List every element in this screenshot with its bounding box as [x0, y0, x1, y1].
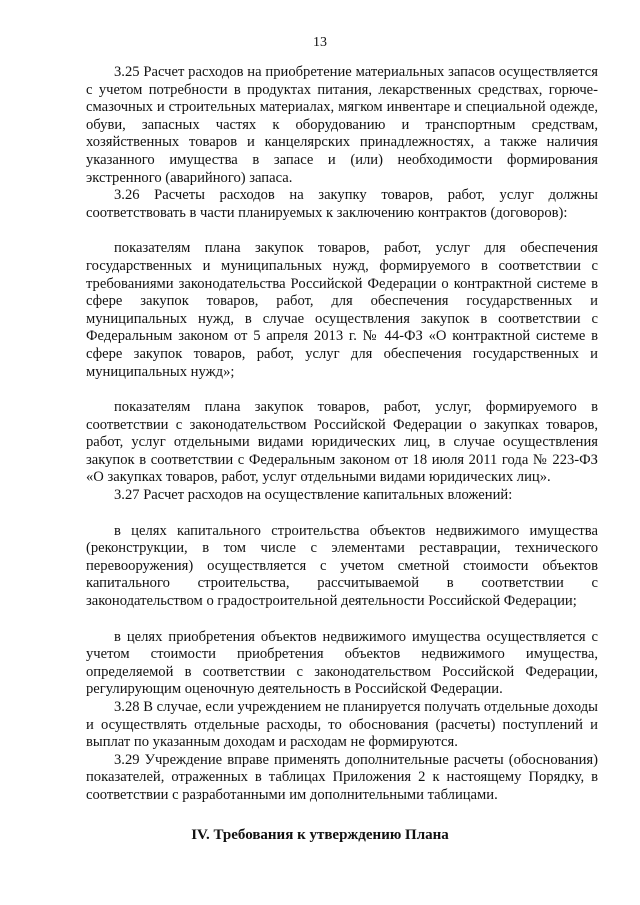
paragraph-3-27-item-a: в целях капитального строительства объектов недвижимого имущества (реконструкции, в том числе с элементами реставрации, технического перевооружения) осуществляется с учетом сметной стоимости объектов капитального строительства, рассчитываемой в соответствии с законодательством о градостроительной деятельности Российской Федерации;: [86, 522, 598, 610]
paragraph-3-27-item-b: в целях приобретения объектов недвижимого имущества осуществляется с учетом стоимости приобретения объектов недвижимого имущества, определяемой в соответствии с законодательством Российской Федерации, регулирующим оценочную деятельность в Российской Федерации.: [86, 628, 598, 698]
page-number: 13: [313, 35, 327, 50]
page-body: [86, 64, 598, 805]
paragraph-3-26-item-b: показателям плана закупок товаров, работ, услуг, формируемого в соответствии с законодательством Российской Федерации о закупках товаров, работ, услуг отдельными видами юридических лиц, в случае осуществления закупок в соответствии с Федеральным законом от 18 июля 2011 года № 223-ФЗ «О закупках товаров, работ, услуг отдельными видами юридических лиц».: [86, 399, 598, 486]
paragraph-3-25: 3.25 Расчет расходов на приобретение материальных запасов осуществляется с учетом потребности в продуктах питания, лекарственных средствах, горюче-смазочных и строительных материалах, мягком инвентаре и специальной одежде, обуви, запасных частях к оборудованию и транспортным средствам, хозяйственных товаров и канцелярских принадлежностях, а также наличия указанного имущества в запасе и (или) необходимости формирования экстренного (аварийного) запаса.: [86, 64, 598, 186]
paragraph-3-28: 3.28 В случае, если учреждением не планируется получать отдельные доходы и осуществлять отдельные расходы, то обоснования (расчеты) поступлений и выплат по указанным доходам и расходам не формируются.: [86, 699, 598, 751]
paragraph-3-26: 3.26 Расчеты расходов на закупку товаров, работ, услуг должны соответствовать в части планируемых к заключению контрактов (договоров):: [86, 187, 598, 221]
paragraph-3-29: 3.29 Учреждение вправе применять дополнительные расчеты (обоснования) показателей, отраженных в таблицах Приложения 2 к настоящему Порядку, в соответствии с разработанными им дополнительными таблицами.: [86, 751, 598, 803]
section-heading: IV. Требования к утверждению Плана: [191, 827, 449, 843]
paragraph-3-27: 3.27 Расчет расходов на осуществление капитальных вложений:: [114, 487, 513, 504]
paragraph-3-26-item-a: показателям плана закупок товаров, работ, услуг для обеспечения государственных и муниципальных нужд, формируемого в соответствии с требованиями законодательства Российской Федерации о контрактной системе в сфере закупок товаров, работ, для обеспечения государственных и муниципальных нужд, в случае осуществления закупок в соответствии с Федеральным законом от 5 апреля 2013 г. № 44-ФЗ «О контрактной системе в сфере закупок товаров, работ, услуг для обеспечения государственных и муниципальных нужд»;: [86, 240, 598, 380]
